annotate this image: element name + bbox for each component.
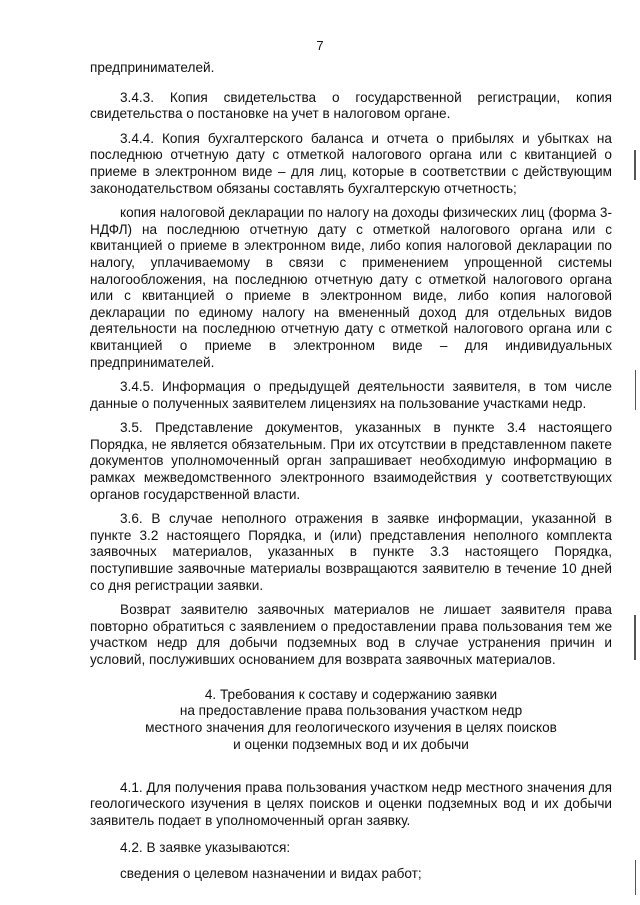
paragraph-3-4-3: 3.4.3. Копия свидетельства о государственной регистрации, копия свидетельства о постановке на учет в налоговом органе. bbox=[90, 89, 612, 122]
paragraph-work-types: сведения о целевом назначении и видах работ; bbox=[120, 866, 422, 882]
heading-line: 4. Требования к составу и содержанию заявки bbox=[204, 686, 498, 702]
scan-artifact bbox=[634, 615, 636, 660]
paragraph-3-4-4: 3.4.4. Копия бухгалтерского баланса и отчета о прибылях и убытках на последнюю отчетную дату с отметкой налогового органа или с квитанцией о приеме в электронном виде – для лиц, которые в соответствии с действующим законодательством обязаны составлять бухгалтерскую отчетность; bbox=[90, 130, 612, 196]
paragraph-3-4-5: 3.4.5. Информация о предыдущей деятельности заявителя, в том числе данные о полученных заявителем лицензиях на пользование участками недр. bbox=[90, 379, 612, 411]
paragraph-4-2: 4.2. В заявке указываются: bbox=[120, 839, 291, 855]
section-heading bbox=[90, 687, 612, 754]
page-number: 7 bbox=[316, 38, 324, 53]
scan-artifact bbox=[634, 150, 636, 180]
paragraph-3-6: 3.6. В случае неполного отражения в заявке информации, указанной в пункте 3.2 настоящего Порядка, и (или) представления неполного комплекта заявочных материалов, указанных в пункте 3.3 настоящего Порядка, поступившие заявочные материалы возвращаются заявителю в течение 10 дней со дня регистрации заявки. bbox=[90, 511, 612, 593]
paragraph-3-5: 3.5. Представление документов, указанных в пункте 3.4 настоящего Порядка, не является обязательным. При их отсутствии в представленном пакете документов уполномоченный орган запрашивает необходимую информацию в рамках межведомственного электронного взаимодействия у соответствующих органов государственной власти. bbox=[90, 420, 612, 502]
paragraph: предпринимателей. bbox=[90, 60, 215, 75]
paragraph-4-1: 4.1. Для получения права пользования участком недр местного значения для геологического изучения в целях поисков и оценки подземных вод и их добычи заявитель подает в уполномоченный орган заявку. bbox=[90, 779, 612, 828]
heading-line: и оценки подземных вод и их добычи bbox=[233, 736, 469, 752]
document-body bbox=[90, 60, 612, 891]
scan-artifact bbox=[635, 370, 636, 410]
paragraph-return: Возврат заявителю заявочных материалов не лишает заявителя права повторно обратиться с заявлением о предоставлении права пользования тем же участком недр для добычи подземных вод в случае устранения причин и условий, послуживших основанием для возврата заявочных материалов. bbox=[90, 602, 612, 667]
heading-line: на предоставление права пользования участком недр bbox=[179, 703, 523, 719]
scan-artifact bbox=[635, 860, 636, 895]
paragraph-tax-declaration: копия налоговой декларации по налогу на доходы физических лиц (форма 3-НДФЛ) на последнюю отчетную дату с отметкой налогового органа или с квитанцией о приеме в электронном виде, либо копия налоговой декларации по налогу, уплачиваемому в связи с применением упрощенной системы налогообложения, на последнюю отчетную дату с отметкой налогового органа или с квитанцией о приеме в электронном виде, либо копия налоговой декларации по единому налогу на вмененный доход для отдельных видов деятельности на последнюю отчетную дату с отметкой налогового органа или с квитанцией о приеме в электронном виде – для индивидуальных предпринимателей. bbox=[90, 205, 612, 370]
heading-line: местного значения для геологического изучения в целях поисков bbox=[145, 720, 557, 736]
